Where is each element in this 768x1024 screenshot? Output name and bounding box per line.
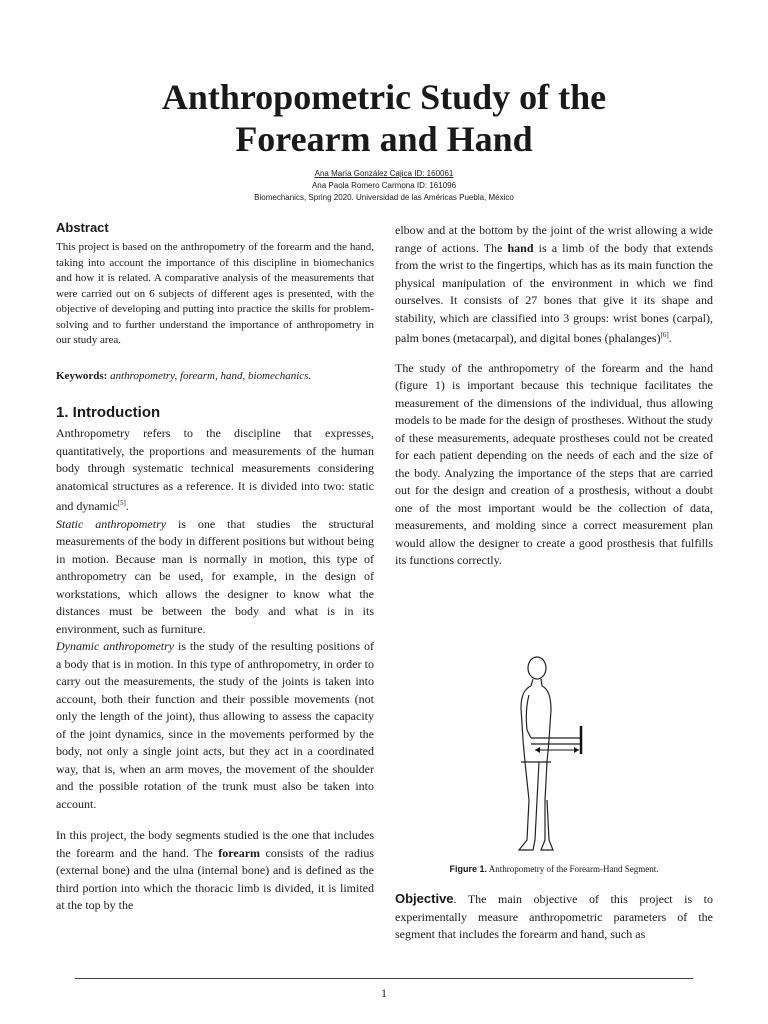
figure-1-illustration: [485, 650, 625, 860]
objective-text: . The main objective of this project is to experimentally measure anthropometric parameters of the segment that includes the forearm and hand, such as: [395, 892, 713, 941]
author-2: Ana Paola Romero Carmona ID: 161096: [311, 181, 457, 190]
intro-p1-end: .: [125, 499, 129, 513]
figure-1-caption: [395, 864, 713, 874]
intro-paragraph-4: [56, 827, 374, 915]
caption-text: Anthropometry of the Forearm-Hand Segment.: [487, 864, 659, 874]
abstract-text: This project is based on the anthropometry of the forearm and the hand, taking into account the importance of this discipline in biomechanics and how it is related. A comparative analysis of the measurements that were carried out on 6 subjects of different ages is presented, with the objective of developing and putting into practice the skills for problem-solving and to further understand the importance of anthropometry in our study area.: [56, 241, 374, 346]
author-1: Ana María González Cajica ID: 160061: [314, 169, 454, 178]
affiliation: Biomechanics, Spring 2020. Universidad de las Américas Puebla, México: [254, 193, 514, 202]
intro-p2-text: is one that studies the structural measurements of the body in different positions but without being in motion. Because man is normally in motion, this type of anthropometry can be used, for example, in the design of workstations, which allows the designer to know what the distances must be between the body and what is in its environment, such as furniture.: [56, 516, 374, 636]
keywords: [56, 370, 374, 382]
introduction-heading: 1. Introduction: [56, 404, 161, 421]
objective-paragraph: [395, 890, 713, 944]
intro-p3-text: is the study of the resulting positions of a body that is in motion. In this type of anthropometry, in order to carry out the measurements, the study of the joints is taken into account, both their function and their possible movements (not only the length of the joint), thus allowing to assess the capacity of the joint dynamics, since in the movements performed by the body, not only a single joint acts, but they act in a coordinated way, that is, when an arm moves, the movement of the shoulder and the possible rotation of the trunk must also be taken into account.: [56, 639, 375, 811]
page-number: 1: [381, 986, 387, 1000]
author-block: [0, 168, 768, 204]
left-column: [56, 425, 374, 915]
right-p1-end: .: [668, 331, 672, 345]
intro-paragraph-2: [56, 516, 374, 639]
keywords-label: Keywords:: [56, 370, 108, 382]
abstract-heading: Abstract: [56, 220, 109, 235]
dynamic-term: Dynamic anthropometry: [56, 639, 175, 653]
intro-p1-text: Anthropometry refers to the discipline that expresses, quantitatively, the proportions and measurements of the human body through systematic technical measurements considering anatomical structures as a reference. It is divided into two: static and dynamic: [56, 426, 374, 513]
intro-p4a: In this project, the body segments studied is the one that includes the forearm and the hand. The: [56, 828, 374, 860]
hand-term: hand: [507, 240, 534, 255]
footer-rule: [75, 978, 693, 979]
intro-p4b: consists of the radius (external bone) and the ulna (internal bone) and is defined as the third portion into which the thoracic limb is divided, it is limited at the top by the: [56, 845, 374, 912]
intro-paragraph-1: [56, 425, 374, 516]
objective-heading: Objective: [395, 891, 454, 906]
citation-6: [6]: [660, 331, 669, 339]
title-line-2: Forearm and Hand: [235, 119, 533, 159]
keywords-list: anthropometry, forearm, hand, biomechanics.: [110, 370, 312, 382]
human-figure: [519, 657, 581, 850]
forearm-term: forearm: [218, 845, 261, 860]
right-p1a: elbow and at the bottom by the joint of the wrist allowing a wide range of actions. The: [395, 223, 713, 255]
right-p1b: is a limb of the body that extends from the wrist to the fingertips, which has as its main function the physical manipulation of the environment in which we find ourselves. It consists of 27 bones that give it its shape and stability, which are classified into 3 groups: wrist bones (carpal), palm bones (metacarpal), and digital bones (phalanges): [395, 240, 714, 345]
citation-5: [5]: [117, 499, 126, 507]
right-paragraph-2: The study of the anthropometry of the forearm and the hand (figure 1) is important because this technique facilitates the measurement of the dimensions of the individual, thus allowing models to be made for the design of prostheses. Without the study of these measurements, adequate prostheses could not be created for each patient depending on the needs of each and the size of the body. Analyzing the importance of the steps that are carried out for the design and creation of a prosthesis, without a doubt one of the most important would be the collection of data, measurements, and molding since a correct measurement plan would allow the designer to create a good prosthesis that fulfills its functions correctly.: [395, 360, 713, 567]
right-column: [395, 222, 713, 570]
static-term: Static anthropometry: [56, 516, 167, 531]
paper-title: [0, 76, 768, 160]
right-paragraph-1: [395, 222, 713, 348]
intro-paragraph-3: [56, 638, 374, 813]
objective-section: [395, 890, 713, 944]
caption-label: Figure 1.: [449, 864, 488, 874]
title-line-1: Anthropometric Study of the: [161, 77, 607, 117]
